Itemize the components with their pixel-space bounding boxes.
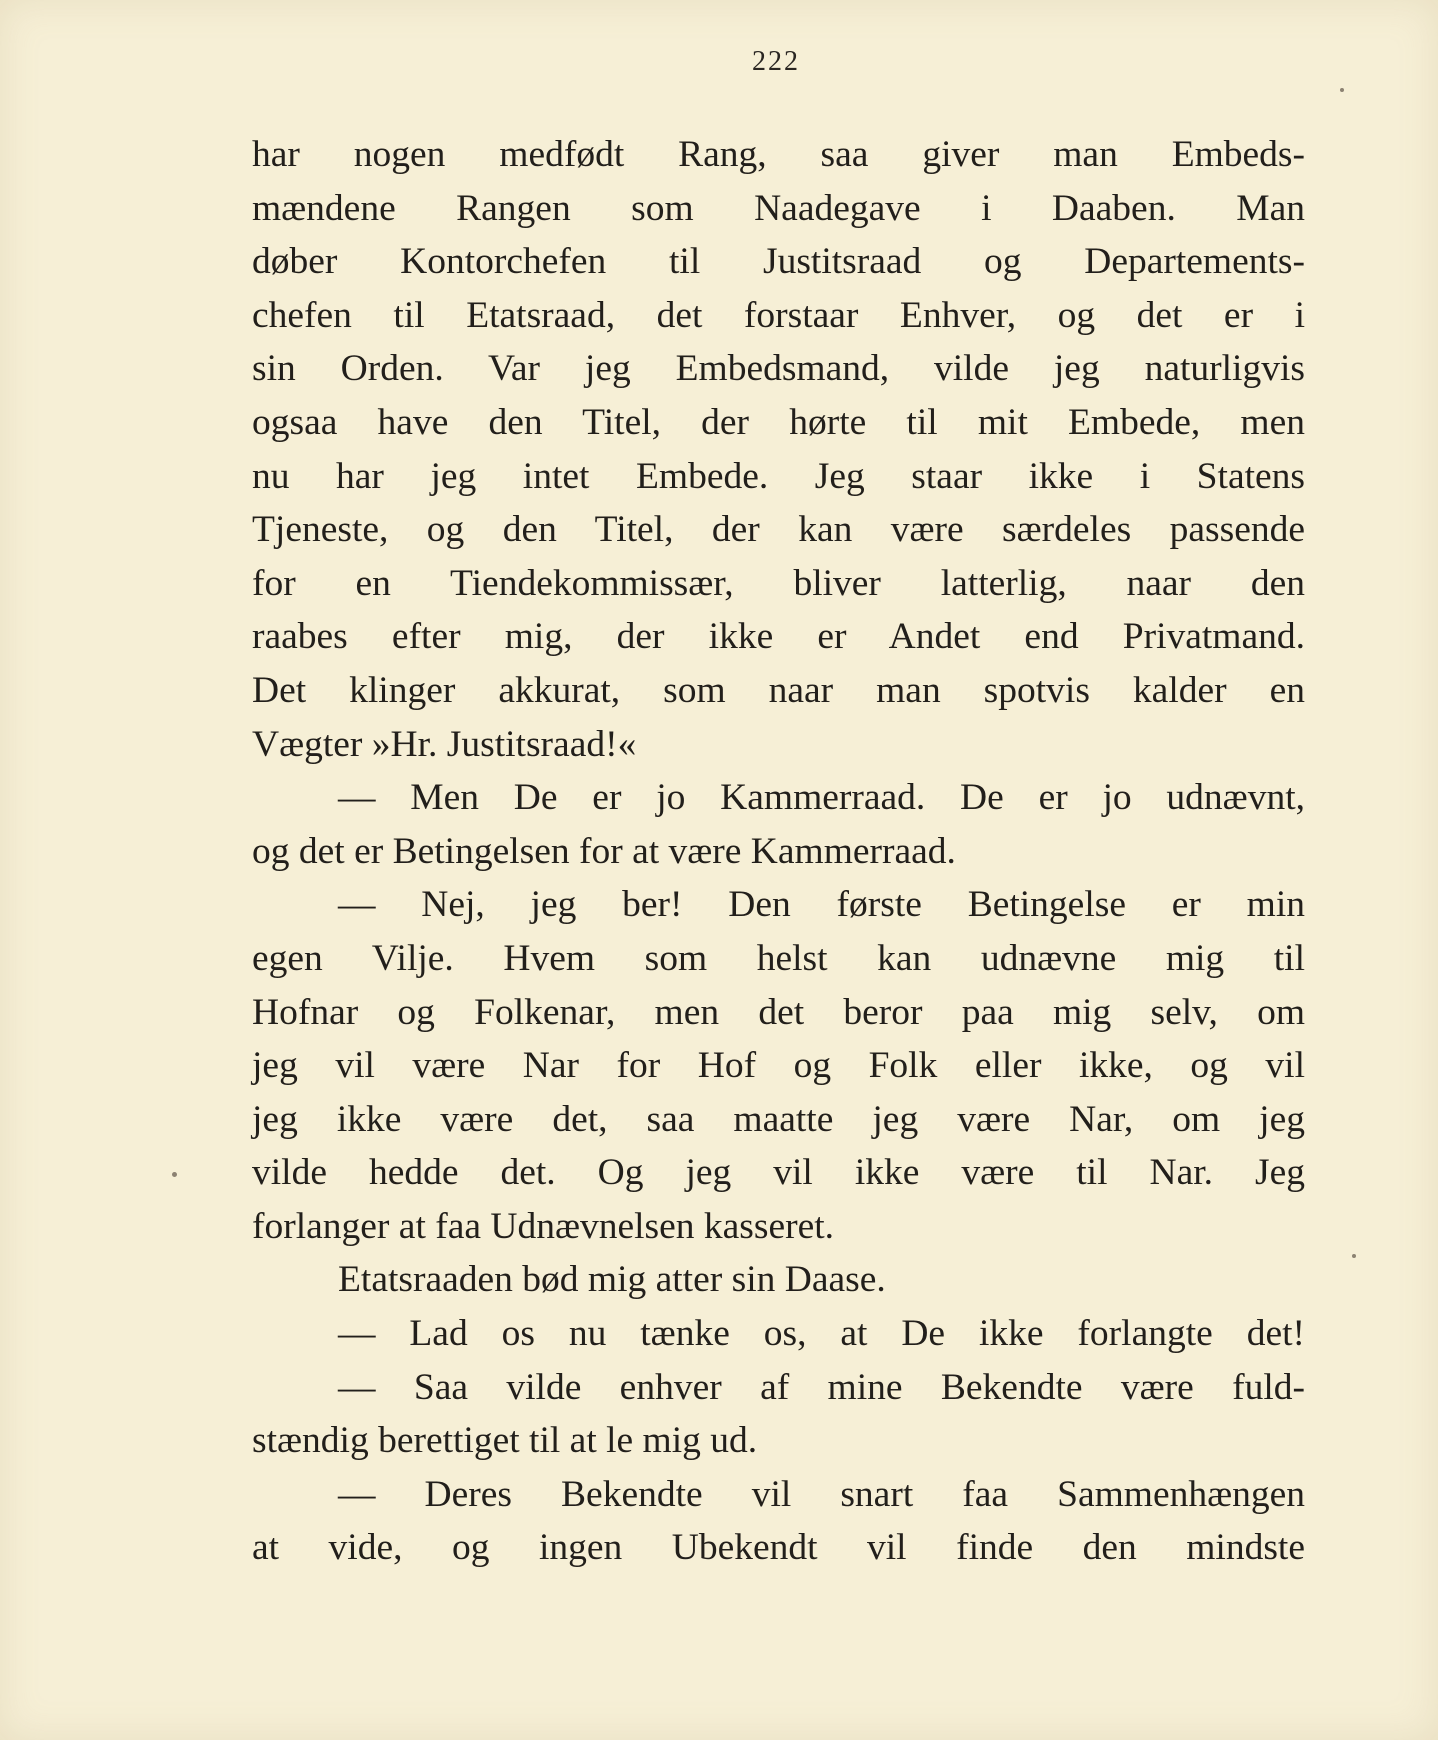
text-line: jeg vil være Nar for Hof og Folk eller ikke, og vil (252, 1045, 1305, 1087)
text-line: — Saa vilde enhver af mine Bekendte være fuld- (338, 1366, 1305, 1408)
text-line: har nogen medfødt Rang, saa giver man Embeds- (252, 134, 1305, 175)
text-line: Etatsraaden bød mig atter sin Daase. (338, 1259, 886, 1301)
text-line: Vægter »Hr. Justitsraad!« (252, 723, 637, 765)
paper-speck (172, 1172, 177, 1177)
text-line: egen Vilje. Hvem som helst kan udnævne mig til (252, 937, 1305, 979)
text-line: og det er Betingelsen for at være Kammerraad. (252, 830, 956, 872)
text-line: nu har jeg intet Embede. Jeg staar ikke i Statens (252, 455, 1305, 497)
text-line: vilde hedde det. Og jeg vil ikke være til Nar. Jeg (252, 1152, 1305, 1194)
text-line: Det klinger akkurat, som naar man spotvis kalder en (252, 669, 1305, 711)
text-line: — Lad os nu tænke os, at De ikke forlangte det! (338, 1313, 1305, 1355)
text-line: jeg ikke være det, saa maatte jeg være Nar, om jeg (252, 1098, 1305, 1140)
text-line: forlanger at faa Udnævnelsen kasseret. (252, 1205, 835, 1247)
text-line: chefen til Etatsraad, det forstaar Enhver, og det er i (252, 294, 1305, 336)
page-number: 222 (752, 46, 800, 77)
text-line: døber Kontorchefen til Justitsraad og Departements- (252, 241, 1305, 283)
text-line: mændene Rangen som Naadegave i Daaben. Man (252, 187, 1305, 229)
paper-speck (1340, 88, 1344, 92)
text-line: Hofnar og Folkenar, men det beror paa mig selv, om (252, 991, 1305, 1033)
text-line: at vide, og ingen Ubekendt vil finde den mindste (252, 1527, 1305, 1569)
text-line: for en Tiendekommissær, bliver latterlig, naar den (252, 562, 1305, 604)
paper-speck (1352, 1254, 1356, 1258)
text-line: ogsaa have den Titel, der hørte til mit Embede, men (252, 401, 1305, 443)
text-line: — Nej, jeg ber! Den første Betingelse er min (338, 884, 1305, 926)
text-line: sin Orden. Var jeg Embedsmand, vilde jeg naturligvis (252, 348, 1305, 390)
text-line: raabes efter mig, der ikke er Andet end Privatmand. (252, 616, 1305, 658)
text-line: — Deres Bekendte vil snart faa Sammenhængen (338, 1473, 1305, 1515)
text-line: Tjeneste, og den Titel, der kan være særdeles passende (252, 509, 1305, 551)
text-line: stændig berettiget til at le mig ud. (252, 1420, 758, 1462)
text-line: — Men De er jo Kammerraad. De er jo udnævnt, (338, 777, 1305, 819)
body-text (252, 128, 1305, 1575)
